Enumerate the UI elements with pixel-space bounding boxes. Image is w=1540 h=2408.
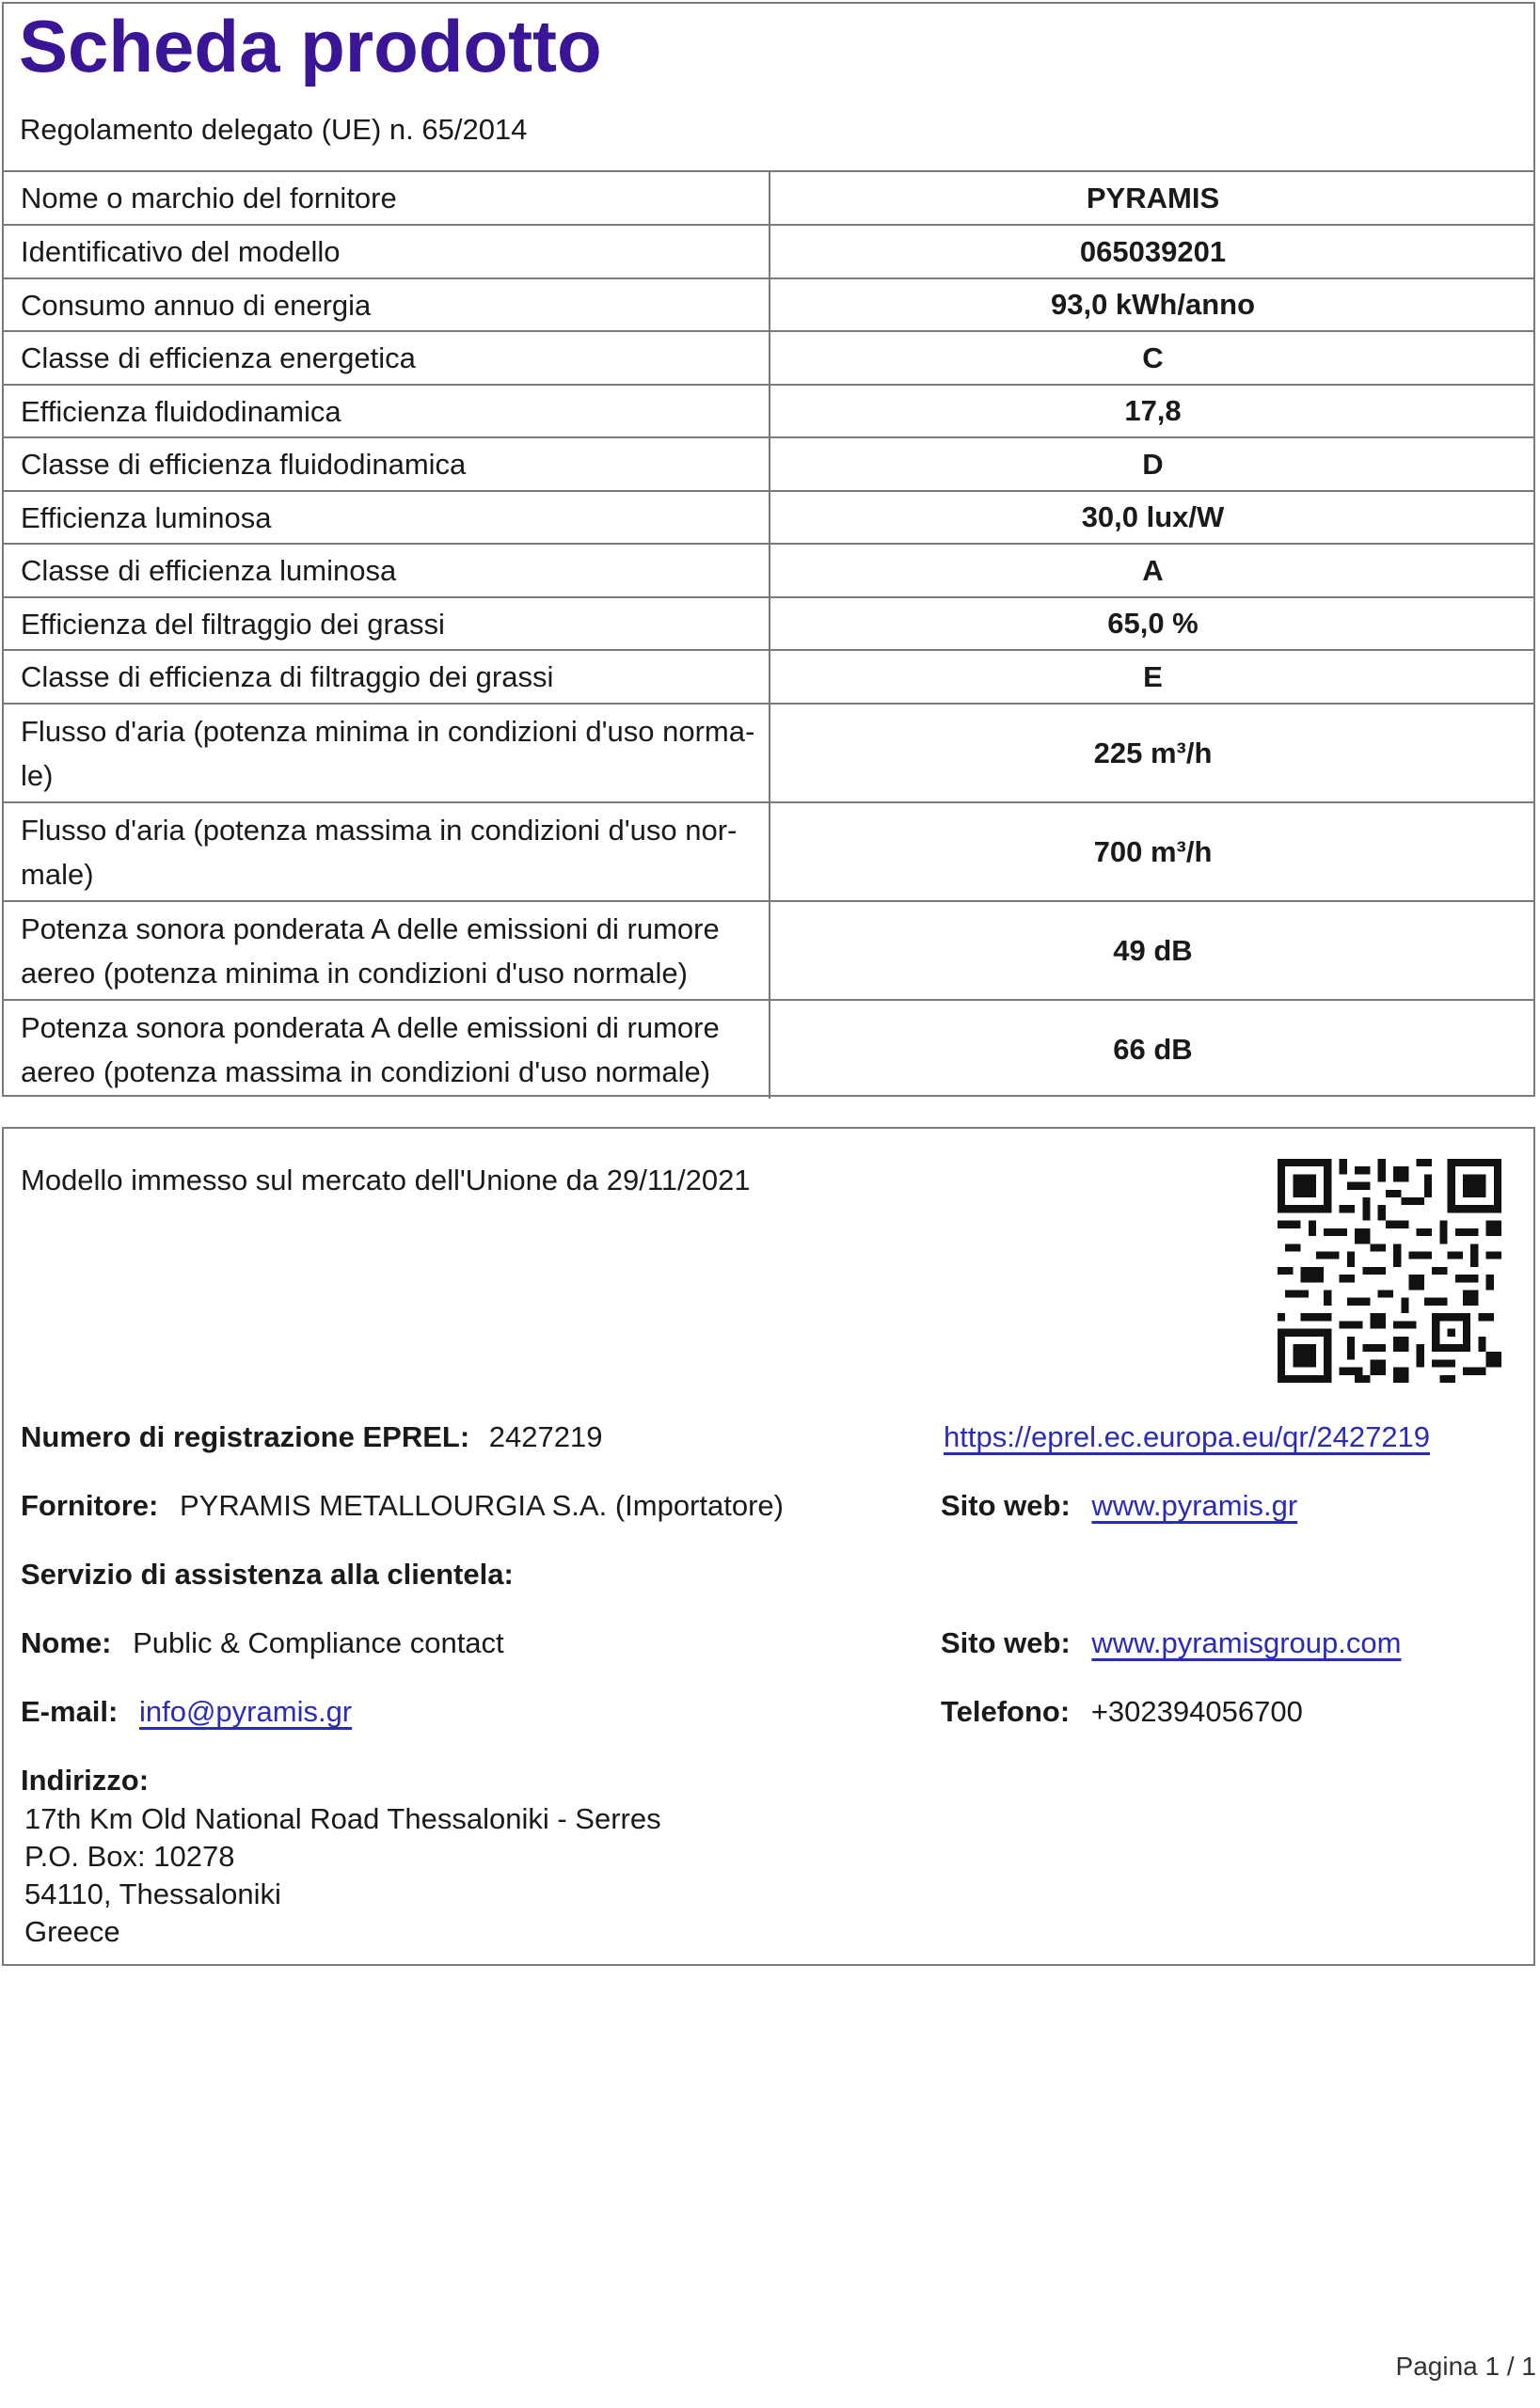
spec-value: 065039201 [770,225,1535,278]
eprel-link[interactable]: https://eprel.ec.europa.eu/qr/2427219 [944,1420,1431,1453]
spec-value: A [770,544,1535,597]
table-row [2,597,1535,650]
table-row [2,901,1535,1000]
email-row [21,1695,352,1729]
address-line: 17th Km Old National Road Thessaloniki - Serres [24,1802,661,1835]
email-link[interactable]: info@pyramis.gr [138,1695,353,1728]
market-date-text: Modello immesso sul mercato dell'Unione da 29/11/2021 [21,1164,751,1196]
table-row [2,802,1535,901]
spec-label: Consumo annuo di energia [2,278,770,331]
supplier-value: PYRAMIS METALLOURGIA S.A. (Importatore) [180,1489,784,1522]
contact-name-label: Nome: [21,1626,112,1659]
phone-value: +302394056700 [1090,1695,1303,1728]
spec-label: Potenza sonora ponderata A delle emissioni di rumore aereo (potenza massima in condizioni d'uso normale) [2,1000,770,1099]
spec-label: Classe di efficienza energetica [2,331,770,385]
spec-label: Identificativo del modello [2,225,770,278]
spec-label: Flusso d'aria (potenza massima in condizioni d'uso nor-male) [2,802,770,901]
table-row [2,171,1535,225]
supplier-label: Fornitore: [21,1489,159,1522]
spec-value: 225 m³/h [770,704,1535,802]
spec-label: Efficienza del filtraggio dei grassi [2,597,770,650]
spec-value: 17,8 [770,385,1535,437]
spec-label: Classe di efficienza luminosa [2,544,770,597]
spec-value: 700 m³/h [770,802,1535,901]
website-label: Sito web: [941,1489,1071,1522]
spec-value: C [770,331,1535,385]
table-row [2,491,1535,544]
table-row [2,1000,1535,1099]
spec-table [2,170,1535,1099]
spec-label: Flusso d'aria (potenza minima in condizioni d'uso norma-le) [2,704,770,802]
qr-code-icon[interactable] [1278,1159,1501,1383]
website-link[interactable]: www.pyramis.gr [1091,1489,1298,1522]
phone-row [941,1695,1303,1729]
spec-label: Efficienza luminosa [2,491,770,544]
address-label: Indirizzo: [21,1764,150,1797]
spec-label: Nome o marchio del fornitore [2,171,770,225]
address-line: Greece [24,1915,120,1948]
eprel-row [21,1420,602,1454]
spec-value: E [770,650,1535,704]
address-line: 54110, Thessaloniki [24,1877,281,1910]
address-line: P.O. Box: 10278 [24,1840,235,1873]
table-row [2,650,1535,704]
website2-row [941,1626,1401,1660]
phone-label: Telefono: [941,1695,1071,1728]
spec-label: Classe di efficienza di filtraggio dei grassi [2,650,770,704]
customer-service-heading: Servizio di assistenza alla clientela: [21,1558,514,1591]
email-label: E-mail: [21,1695,119,1728]
page-number: Pagina 1 / 1 [1395,2352,1536,2381]
spec-value: 49 dB [770,901,1535,1000]
page-title: Scheda prodotto [19,5,602,87]
spec-label: Classe di efficienza fluidodinamica [2,437,770,491]
spec-label: Potenza sonora ponderata A delle emissioni di rumore aereo (potenza minima in condizioni d'uso normale) [2,901,770,1000]
website2-link[interactable]: www.pyramisgroup.com [1091,1626,1402,1659]
regulation-subtitle: Regolamento delegato (UE) n. 65/2014 [20,113,528,146]
spec-value: 30,0 lux/W [770,491,1535,544]
table-row [2,278,1535,331]
spec-value: 66 dB [770,1000,1535,1099]
table-row [2,704,1535,802]
table-row [2,544,1535,597]
table-row [2,385,1535,437]
website2-label: Sito web: [941,1626,1071,1659]
spec-value: 65,0 % [770,597,1535,650]
table-row [2,437,1535,491]
website-row [941,1489,1297,1523]
spec-label: Efficienza fluidodinamica [2,385,770,437]
eprel-number: 2427219 [488,1420,603,1453]
eprel-label: Numero di registrazione EPREL: [21,1420,470,1453]
contact-name-row [21,1626,504,1660]
supplier-row [21,1489,784,1523]
table-row [2,331,1535,385]
spec-value: PYRAMIS [770,171,1535,225]
spec-value: D [770,437,1535,491]
table-row [2,225,1535,278]
spec-value: 93,0 kWh/anno [770,278,1535,331]
contact-name-value: Public & Compliance contact [133,1626,504,1659]
